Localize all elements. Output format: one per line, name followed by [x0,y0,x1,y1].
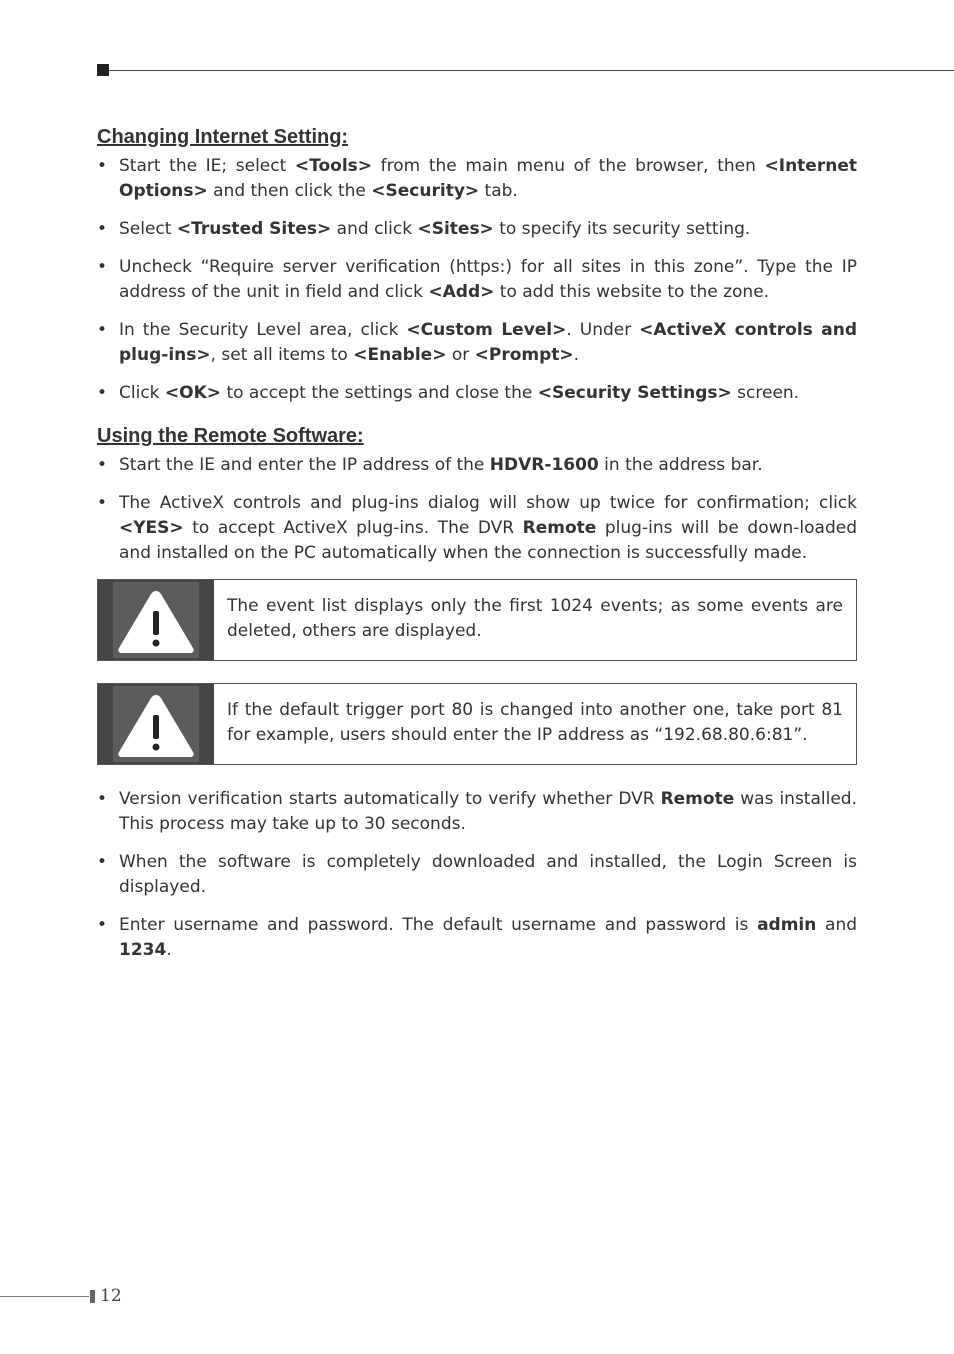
footer-rule [0,1296,89,1297]
list-item: • In the Security Level area, click <Custom Level>. Under <ActiveX controls and plug-ins>, set all items to <Enable> or <Prompt>. [97,318,857,368]
note-box-event-list [97,579,857,661]
remote-software-steps-a [97,453,857,566]
note-icon-panel [98,580,214,660]
note-box-trigger-port [97,683,857,765]
list-item: • Start the IE; select <Tools> from the main menu of the browser, then <Internet Options> and then click the <Security> tab. [97,154,857,204]
list-item: • Click <OK> to accept the settings and close the <Security Settings> screen. [97,381,857,406]
section-heading-remote-software: Using the Remote Software: [97,425,364,447]
warning-icon [116,585,196,655]
page-number: 12 [100,1286,122,1306]
warning-icon [116,689,196,759]
list-item: • Uncheck “Require server verification (https:) for all sites in this zone”. Type the IP address of the unit in field and click <Add> to add this website to the zone. [97,255,857,305]
note-icon-panel [98,684,214,764]
list-item: • The ActiveX controls and plug-ins dialog will show up twice for confirmation; click <YES> to accept ActiveX plug-ins. The DVR Remote plug-ins will be down-loaded and installed on the PC automatically when the connection is successfully made. [97,491,857,566]
list-item: • Start the IE and enter the IP address of the HDVR-1600 in the address bar. [97,453,857,478]
list-item: • When the software is completely downloaded and installed, the Login Screen is displayed. [97,850,857,900]
note-text: The event list displays only the first 1024 events; as some events are deleted, others are displayed. [227,596,843,641]
note-text: If the default trigger port 80 is changed into another one, take port 81 for example, users should enter the IP address as “192.68.80.6:81”. [227,700,843,745]
footer-mark [90,1290,95,1303]
list-item: • Select <Trusted Sites> and click <Sites> to specify its security setting. [97,217,857,242]
list-item: • Version verification starts automatically to verify whether DVR Remote was installed. This process may take up to 30 seconds. [97,787,857,837]
header-square-mark [97,64,109,76]
page-content [97,124,857,976]
section-heading-internet-setting: Changing Internet Setting: [97,126,349,148]
list-item: • Enter username and password. The default username and password is admin and 1234. [97,913,857,963]
header-rule [109,70,954,71]
internet-setting-steps [97,154,857,406]
remote-software-steps-b [97,787,857,963]
